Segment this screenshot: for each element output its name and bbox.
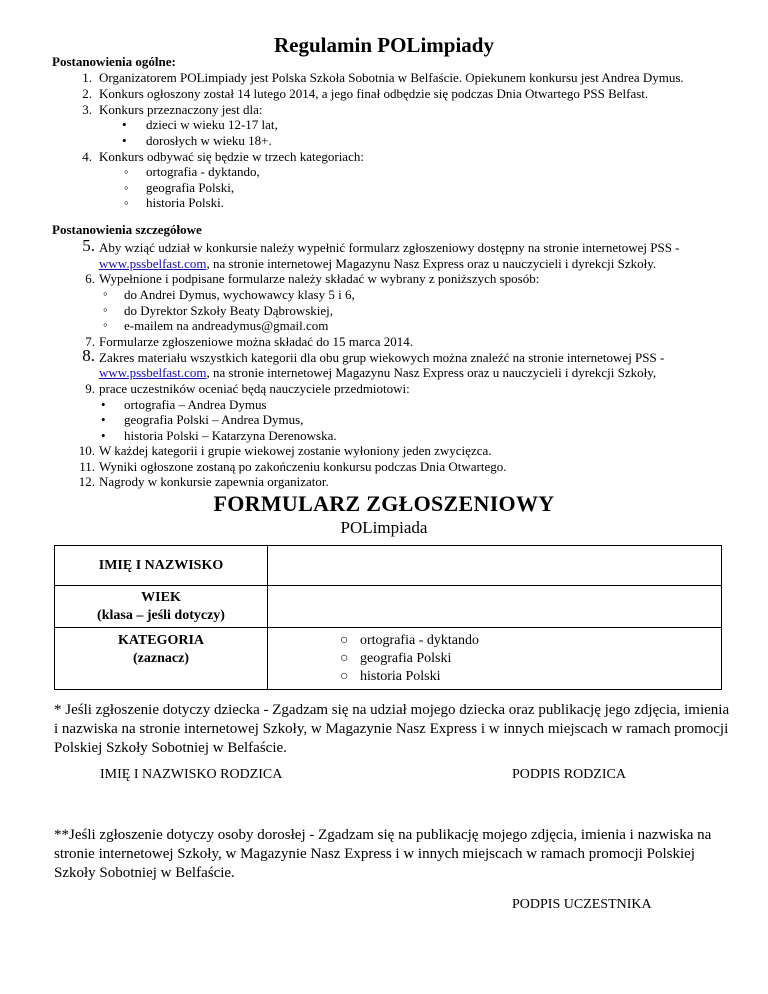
item-number: 2. <box>82 86 92 101</box>
category-option-label: historia Polski <box>360 668 441 684</box>
child-consent-text: * Jeśli zgłoszenie dotyczy dziecka - Zgadzam się na udział mojego dziecka oraz publikację jego zdjęcia, imienia i nazwiska na stronie internetowej Szkoły, w Magazynie Nasz Express i w innych miejscach w ramach promocji Polskiej Szkoły Sobotniej w Belfaście. <box>54 702 730 756</box>
bullet-icon: • <box>122 117 127 132</box>
detailed-item-6: Wypełnione i podpisane formularze należy składać w wybrany z poniższych sposób: <box>99 271 540 286</box>
category-item: ortografia - dyktando, <box>146 164 260 179</box>
detailed-heading: Postanowienia szczegółowe <box>52 222 202 237</box>
circle-bullet-icon: ◦ <box>124 180 129 195</box>
page-title: Regulamin POLimpiady <box>274 33 494 57</box>
category-label-main: KATEGORIA <box>117 633 205 648</box>
circle-bullet-icon: ◦ <box>103 302 108 317</box>
age-field[interactable] <box>268 586 722 628</box>
item-number: 8. <box>82 346 95 365</box>
submission-option: do Andrei Dymus, wychowawcy klasy 5 i 6, <box>124 287 355 302</box>
category-item: historia Polski. <box>146 195 225 210</box>
judge-item: geografia Polski – Andrea Dymus, <box>124 412 304 427</box>
detailed-item-5: Aby wziąć udział w konkursie należy wypełnić formularz zgłoszeniowy dostępny na stronie internetowej PSS - <box>99 240 680 255</box>
detailed-item-12: Nagrody w konkursie zapewnia organizator. <box>99 474 329 489</box>
item-number: 11. <box>79 459 95 474</box>
category-item: geografia Polski, <box>146 180 235 195</box>
bullet-icon: • <box>122 133 127 148</box>
website-link[interactable]: www.pssbelfast.com <box>99 365 207 380</box>
bullet-icon: • <box>101 412 106 427</box>
item-number: 4. <box>82 149 92 164</box>
detailed-item-5-rest: , na stronie internetowej Magazynu Nasz Express oraz u nauczycieli i dyrekcji Szkoły. <box>206 256 657 271</box>
item-number: 7. <box>85 334 95 349</box>
parent-name-label: IMIĘ I NAZWISKO RODZICA <box>100 767 283 782</box>
circle-bullet-icon: ◦ <box>103 286 108 301</box>
audience-item: dorosłych w wieku 18+. <box>146 133 272 148</box>
category-option-label: ortografia - dyktando <box>360 632 479 648</box>
age-label <box>55 586 268 628</box>
detailed-item-5-cont <box>99 256 656 271</box>
bullet-icon: • <box>101 428 106 443</box>
category-options <box>268 628 722 690</box>
detailed-item-9: prace uczestników oceniać będą nauczyciele przedmiotowi: <box>99 381 410 396</box>
age-label-main: WIEK <box>141 589 181 605</box>
age-label-note: (klasa – jeśli dotyczy) <box>97 607 225 623</box>
audience-item: dzieci w wieku 12-17 lat, <box>146 117 278 132</box>
radio-circle-icon: ○ <box>340 650 349 666</box>
form-title: FORMULARZ ZGŁOSZENIOWY <box>213 491 555 516</box>
judge-item: ortografia – Andrea Dymus <box>124 397 267 412</box>
form-subtitle: POLimpiada <box>340 518 428 537</box>
general-item-2: Konkurs ogłoszony został 14 lutego 2014, a jego finał odbędzie się podczas Dnia Otwartego PSS Belfast. <box>99 86 649 101</box>
detailed-item-10: W każdej kategorii i grupie wiekowej zostanie wyłoniony jeden zwycięzca. <box>99 443 492 458</box>
circle-bullet-icon: ◦ <box>124 195 129 210</box>
general-item-1: Organizatorem POLimpiady jest Polska Szkoła Sobotnia w Belfaście. Opiekunem konkursu jest Andrea Dymus. <box>99 70 684 85</box>
category-option-geografia[interactable] <box>268 650 721 668</box>
category-option-historia[interactable] <box>268 668 721 686</box>
item-number: 12. <box>78 474 95 489</box>
detailed-item-11: Wyniki ogłoszone zostaną po zakończeniu konkursu podczas Dnia Otwartego. <box>99 459 507 474</box>
radio-circle-icon: ○ <box>340 668 349 684</box>
detailed-item-8-cont <box>99 365 656 380</box>
radio-circle-icon: ○ <box>340 632 349 648</box>
category-option-label: geografia Polski <box>360 650 452 666</box>
registration-table <box>54 545 722 690</box>
submission-option: do Dyrektor Szkoły Beaty Dąbrowskiej, <box>124 303 334 318</box>
category-option-ortografia[interactable] <box>268 632 721 650</box>
circle-bullet-icon: ◦ <box>103 317 108 332</box>
general-heading: Postanowienia ogólne: <box>52 54 176 69</box>
participant-signature-label: PODPIS UCZESTNIKA <box>512 897 652 912</box>
item-number: 1. <box>82 70 92 85</box>
general-item-4: Konkurs odbywać się będzie w trzech kategoriach: <box>99 149 364 164</box>
age-row <box>55 586 722 628</box>
item-number: 9. <box>85 381 95 396</box>
category-label-note: (zaznacz) <box>133 651 189 666</box>
detailed-item-7: Formularze zgłoszeniowe można składać do 15 marca 2014. <box>99 334 414 349</box>
name-row <box>55 546 722 586</box>
item-number: 6. <box>85 271 95 286</box>
item-number: 5. <box>82 236 95 255</box>
submission-option: e-mailem na andreadymus@gmail.com <box>124 318 329 333</box>
category-row <box>55 628 722 690</box>
name-field[interactable] <box>268 546 722 586</box>
general-item-3: Konkurs przeznaczony jest dla: <box>99 102 263 117</box>
parent-signature-label: PODPIS RODZICA <box>512 767 626 782</box>
category-label <box>55 628 268 690</box>
detailed-item-8: Zakres materiału wszystkich kategorii dla obu grup wiekowych można znaleźć na stronie internetowej PSS - <box>99 350 665 365</box>
item-number: 10. <box>78 443 95 458</box>
adult-consent-text: **Jeśli zgłoszenie dotyczy osoby dorosłej - Zgadzam się na publikację mojego zdjęcia, imienia i nazwiska na stronie internetowej Szkoły, w Magazynie Nasz Express i w innych miejscach w ramach promocji Polskiej Szkoły Sobotniej w Belfaście. <box>54 827 712 881</box>
circle-bullet-icon: ◦ <box>124 164 129 179</box>
name-label: IMIĘ I NAZWISKO <box>55 546 268 586</box>
item-number: 3. <box>82 102 92 117</box>
bullet-icon: • <box>101 397 106 412</box>
website-link[interactable]: www.pssbelfast.com <box>99 256 207 271</box>
judge-item: historia Polski – Katarzyna Derenowska. <box>124 428 337 443</box>
detailed-item-8-rest: , na stronie internetowej Magazynu Nasz Express oraz u nauczycieli i dyrekcji Szkoły, <box>206 365 657 380</box>
